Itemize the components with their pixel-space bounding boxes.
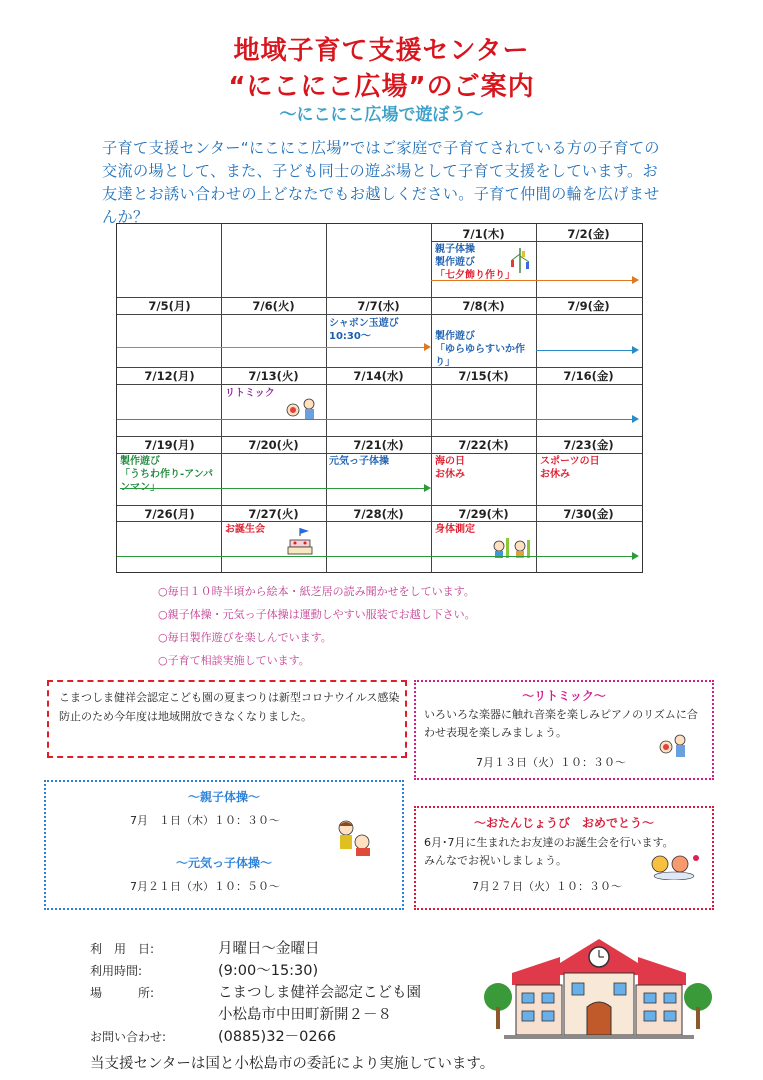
event-label: リトミック (225, 388, 275, 399)
event-label: お休み (540, 469, 570, 480)
notice-box (47, 680, 407, 758)
date-jul-27: 7/27(火) (248, 507, 299, 521)
event-arrow (120, 488, 429, 489)
parent-child-exercise-schedule: 7月 １日（木）１０：３０～ (130, 814, 280, 827)
event-label: 「七夕飾り作り」 (435, 270, 515, 281)
date-jul-28: 7/28(水) (353, 507, 404, 521)
event-label: 「ゆらゆらすいか作 (435, 344, 525, 355)
rhythmic-title: ～リトミック～ (522, 689, 606, 703)
page-title-line2: “にこにこ広場”のご案内 (228, 72, 535, 102)
kids-exercise-schedule: 7月２１日（水）１０：５０～ (130, 880, 280, 893)
date-jul-8: 7/8(木) (462, 299, 505, 313)
event-label: シャボン玉遊び (329, 318, 399, 329)
event-label: お休み (435, 469, 465, 480)
date-jul-7: 7/7(水) (357, 299, 400, 313)
grid-line (117, 384, 642, 385)
event-arrow (117, 347, 429, 348)
event-label: 元気っ子体操 (329, 456, 389, 467)
event-label: 10:30～ (329, 331, 371, 342)
piano-kid-icon (658, 732, 688, 760)
date-jul-12: 7/12(月) (144, 369, 195, 383)
days-value: 月曜日～金曜日 (218, 941, 320, 957)
date-jul-21: 7/21(水) (353, 438, 404, 452)
note-item: ○毎日１０時半頃から絵本・紙芝居の読み聞かせをしています。 (158, 585, 475, 598)
date-jul-14: 7/14(水) (353, 369, 404, 383)
date-jul-22: 7/22(木) (458, 438, 509, 452)
place-address: 小松島市中田町新開２－８ (218, 1007, 392, 1023)
date-jul-9: 7/9(金) (567, 299, 610, 313)
school-building-icon (484, 935, 714, 1047)
parent-child-exercise-title: ～親子体操～ (187, 790, 260, 804)
rhythmic-schedule: 7月１３日（火）１０：３０～ (476, 756, 626, 769)
event-arrow (117, 419, 637, 420)
contact-value: (0885)32－0266 (218, 1029, 337, 1045)
note-item: ○毎日製作遊びを楽しんでいます。 (158, 631, 332, 644)
event-label: 製作遊び (120, 456, 160, 467)
event-label: 「うちわ作り-アンパ (120, 469, 214, 480)
intro-paragraph: 子育て支援センター“にこにこ広場”ではご家庭で子育てされている方の子育ての交流の場として、また、子ども同士の遊ぶ場として子育て支援をしています。お友達とお誘い合わせの上どなたでもお越しください。子育て仲間の輪を広げませんか？ (102, 139, 660, 226)
birthday-cake-icon (285, 526, 315, 556)
place-label: 場 所: (90, 986, 155, 1000)
birthday-schedule: 7月２７日（火）１０：３０～ (472, 880, 622, 893)
birthday-text-2: みんなでお祝いしましょう。 (424, 854, 567, 867)
page-title: 地域子育て支援センター (233, 36, 530, 66)
hours-value: (9:00～15:30) (218, 963, 319, 979)
date-jul-16: 7/16(金) (563, 369, 614, 383)
event-label: 製作遊び (435, 257, 475, 268)
date-jul-13: 7/13(火) (248, 369, 299, 383)
event-arrow (536, 350, 637, 351)
date-jul-1: 7/1(木) (462, 227, 505, 241)
event-arrow (431, 280, 637, 281)
footer-note: 当支援センターは国と小松島市の委託により実施しています。 (90, 1056, 495, 1072)
page-subtitle: ～にこにこ広場で遊ぼう～ (279, 105, 484, 125)
date-jul-5: 7/5(月) (148, 299, 191, 313)
exercise-box (44, 780, 404, 910)
event-label: 親子体操 (435, 244, 475, 255)
place-value: こまつしま健祥会認定こども園 (218, 985, 421, 1001)
date-jul-2: 7/2(金) (567, 227, 610, 241)
event-label: スポーツの日 (540, 456, 600, 467)
event-label: ンマン」 (120, 482, 160, 493)
date-jul-6: 7/6(火) (252, 299, 295, 313)
event-label: 海の日 (435, 456, 465, 467)
date-jul-29: 7/29(木) (458, 507, 509, 521)
kids-exercise-title: ～元気っ子体操～ (175, 856, 272, 870)
note-item: ○親子体操・元気っ子体操は運動しやすい服装でお越し下さい。 (158, 608, 476, 621)
date-jul-30: 7/30(金) (563, 507, 614, 521)
event-label: 製作遊び (435, 331, 475, 342)
calendar (116, 223, 643, 573)
birthday-text: 6月･7月に生まれたお友達のお誕生会を行います。 (424, 836, 674, 849)
exercise-kids-icon (332, 818, 376, 858)
rhythmic-text: いろいろな楽器に触れ音楽を楽しみピアノのリズムに合わせ表現を楽しみましょう。 (424, 708, 698, 739)
event-label: 身体測定 (435, 524, 475, 535)
note-item: ○子育て相談実施しています。 (158, 654, 310, 667)
event-label: お誕生会 (225, 524, 265, 535)
rhythmic-box (414, 680, 714, 780)
contact-label: お問い合わせ: (90, 1030, 167, 1044)
birthday-title: ～おたんじょうび おめでとう～ (473, 816, 654, 830)
tanabata-icon (509, 246, 531, 274)
date-jul-20: 7/20(火) (248, 438, 299, 452)
grid-line (117, 314, 642, 315)
notice-text: こまつしま健祥会認定こども園の夏まつりは新型コロナウイルス感染防止のため今年度は地域開放できなくなりました。 (59, 691, 400, 723)
birthday-box (414, 806, 714, 910)
date-jul-15: 7/15(木) (458, 369, 509, 383)
hours-label: 利用時間: (90, 964, 143, 978)
date-jul-19: 7/19(月) (144, 438, 195, 452)
event-label: り」 (435, 357, 455, 368)
date-jul-23: 7/23(金) (563, 438, 614, 452)
birthday-kids-icon (650, 852, 702, 880)
event-arrow (117, 556, 637, 557)
grid-line (117, 453, 642, 454)
date-jul-26: 7/26(月) (144, 507, 195, 521)
days-label: 利 用 日: (90, 942, 155, 956)
